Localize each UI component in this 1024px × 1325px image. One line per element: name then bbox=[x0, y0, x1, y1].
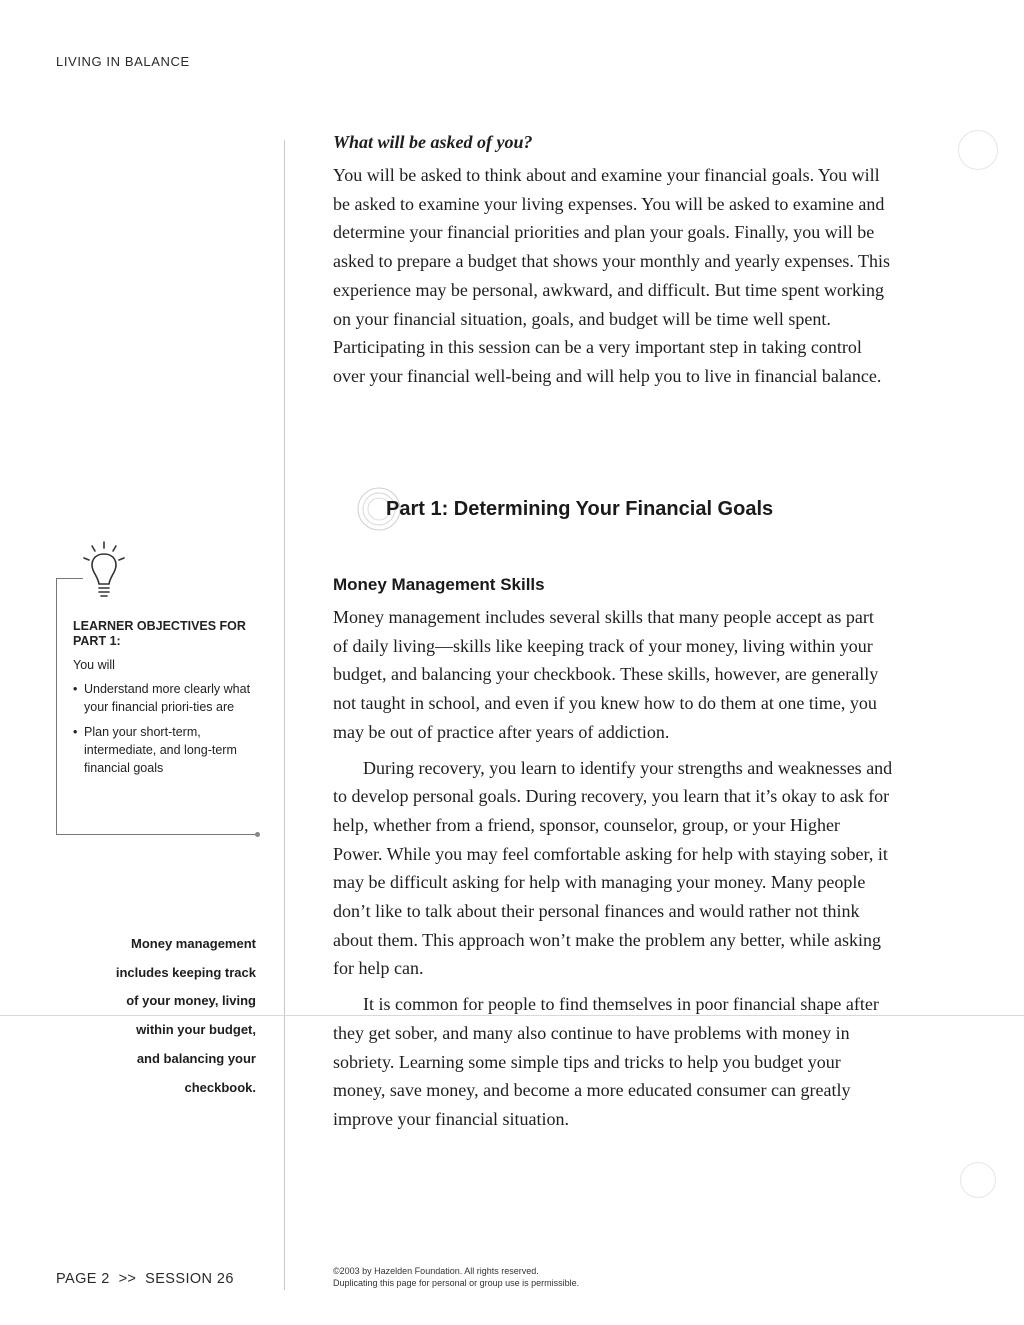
objectives-title: LEARNER OBJECTIVES FOR PART 1: bbox=[73, 619, 246, 648]
objective-item: • Plan your short-term, intermediate, and long-term financial goals bbox=[73, 723, 253, 777]
money-management-section bbox=[333, 575, 893, 1134]
scan-artifact bbox=[958, 130, 998, 170]
copyright-notice bbox=[333, 1265, 579, 1289]
pull-quote-line: and balancing your bbox=[136, 1050, 256, 1066]
pull-quote-line: Money management bbox=[131, 936, 256, 951]
section-paragraph: It is common for people to find themselves in poor financial shape after they get sober, and many also continue to have problems with money in sobriety. Learning some simple tips and tricks to help you budget your money, save money, and become a more educated consumer can greatly improve your financial situation. bbox=[333, 994, 879, 1129]
objectives-list bbox=[73, 680, 253, 777]
scan-artifact bbox=[960, 1162, 996, 1198]
learner-objectives bbox=[73, 619, 253, 784]
pull-quote-line: includes keeping track bbox=[115, 964, 256, 980]
intro-question-title: What will be asked of you? bbox=[333, 132, 533, 152]
objectives-intro: You will bbox=[73, 658, 115, 672]
permission-line: Duplicating this page for personal or group use is permissible. bbox=[333, 1278, 580, 1288]
part-heading bbox=[362, 498, 773, 521]
section-title: Money Management Skills bbox=[333, 575, 545, 594]
page-number: PAGE 2 >> SESSION 26 bbox=[56, 1271, 234, 1287]
running-header: LIVING IN BALANCE bbox=[56, 54, 190, 69]
intro-paragraph: You will be asked to think about and examine your financial goals. You will be asked to examine your living expenses. You will be asked to examine and determine your financial priorities and plan your goals. Finally, you will be asked to prepare a budget that shows your monthly and yearly expenses. This experience may be personal, awkward, and difficult. But time spent working on your financial situation, goals, and budget will be time well spent. Participating in this session can be a very important step in taking control over your financial well-being and will help you to live in financial balance. bbox=[333, 165, 891, 386]
copyright-line: ©2003 by Hazelden Foundation. All rights reserved. bbox=[333, 1266, 539, 1276]
objective-item: • Understand more clearly what your financial priori-ties are bbox=[73, 680, 253, 716]
intro-section bbox=[333, 132, 893, 391]
pull-quote-line: of your money, living bbox=[126, 993, 256, 1009]
pull-quote-line: within your budget, bbox=[136, 1022, 256, 1038]
section-paragraph: Money management includes several skills that many people accept as part of daily living—skills like keeping track of your money, living within your budget, and balancing your checkbook. These skills, however, are generally not taught in school, and even if you knew how to do them at one time, you may be out of practice after years of addiction. bbox=[333, 607, 879, 742]
section-paragraph: During recovery, you learn to identify your strengths and weaknesses and to develop personal goals. During recovery, you learn that it’s okay to ask for help, whether from a friend, sponsor, counselor, group, or your Higher Power. While you may feel comfortable asking for help with staying sober, it may be difficult asking for help with managing your money. Many people don’t like to talk about their personal finances and would rather not think about them. This approach won’t make the problem any better, while asking for help can. bbox=[333, 757, 893, 979]
pull-quote-line: checkbook. bbox=[184, 1079, 256, 1095]
column-divider bbox=[284, 140, 285, 1290]
pull-quote bbox=[80, 930, 256, 1102]
part-heading-text: Part 1: Determining Your Financial Goals bbox=[386, 498, 774, 520]
